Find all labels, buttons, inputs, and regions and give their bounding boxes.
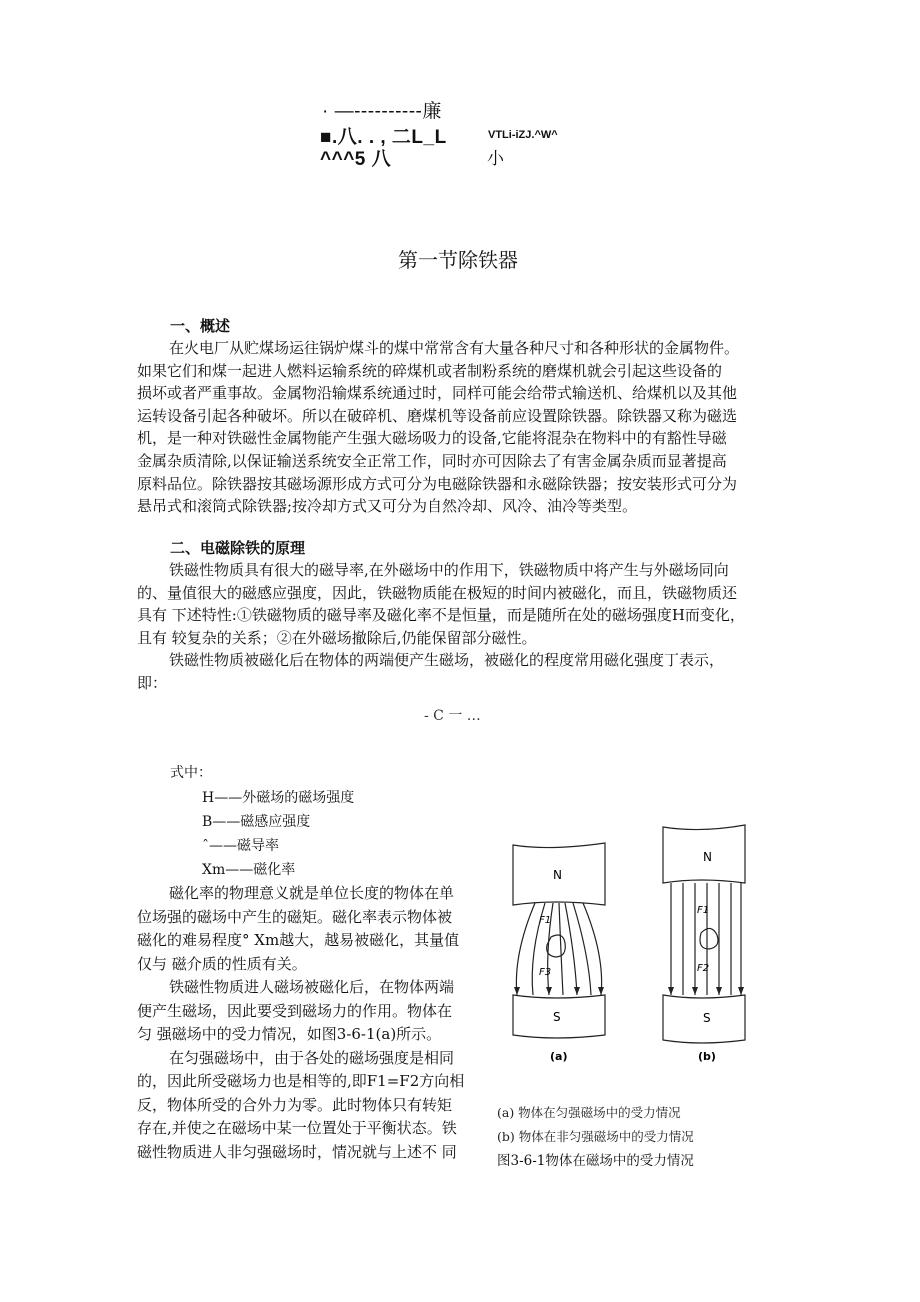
pole-label-n: N — [703, 850, 712, 864]
paragraph-line: 铁磁性物质进人磁场被磁化后，在物体两端 — [169, 978, 455, 996]
paragraph-line: 金属杂质清除,以保证输送系统安全正常工作，同时亦可因除去了有害金属杂质而显著提高 — [137, 451, 727, 470]
paragraph-line: 便产生磁场，因此要受到磁场力的作用。物体在 — [137, 1001, 453, 1020]
paragraph-line: 铁磁性物质具有很大的磁导率,在外磁场中的作用下，铁磁物质中将产生与外磁场同向 — [169, 561, 729, 579]
figure-caption: 图3-6-1物体在磁场中的受力情况 — [497, 1153, 694, 1169]
iron-object-b — [700, 928, 718, 949]
garbled-header-line2-right: VTLi-iZJ.^W^ — [488, 129, 558, 141]
paragraph-line: 具有 下述特性:①铁磁物质的磁导率及磁化率不是恒量，而是随所在处的磁场强度H而变化， — [137, 606, 745, 625]
paragraph-line: 匀 强磁场中的受力情况，如图3-6-1(a)所示。 — [137, 1025, 442, 1043]
paragraph-line: 机，是一种对铁磁性金属物能产生强大磁场吸力的设备,它能将混杂在物料中的有豁性导磁 — [137, 429, 727, 448]
paragraph-line: 的、量值很大的磁感应强度，因此，铁磁物质能在极短的时间内被磁化，而且，铁磁物质还 — [137, 583, 738, 602]
force-label: F1 — [697, 905, 710, 916]
paragraph-line: 磁性物质进人非匀强磁场时，情况就与上述不 同 — [137, 1142, 457, 1161]
formula: - C 一 … — [424, 708, 481, 724]
garbled-header-line1: · —----------廉 — [322, 101, 442, 122]
paragraph-line: 即： — [137, 673, 168, 692]
legend-item: Xm——磁化率 — [202, 862, 296, 878]
magnetic-field-figure — [495, 815, 775, 1070]
paragraph-line: 原料品位。除铁器按其磁场源形成方式可分为电磁除铁器和永磁除铁器；按安装形式可分为 — [137, 474, 738, 493]
pole-label-s: S — [553, 1010, 561, 1024]
paragraph-line: 反，物体所受的合外力为零。此时物体只有转矩 — [137, 1095, 453, 1114]
paragraph-line: 在火电厂从贮煤场运往锅炉煤斗的煤中常常含有大量各种尺寸和各种形状的金属物件。 — [169, 339, 740, 357]
paragraph-line: 磁化率的物理意义就是单位长度的物体在单 — [169, 884, 455, 902]
paragraph-line: 存在,并使之在磁场中某一位置处于平衡状态。铁 — [137, 1119, 457, 1137]
force-label: F2 — [697, 963, 710, 974]
subfigure-label-a: (a) — [550, 1050, 568, 1063]
garbled-header-line2-left: ■.八. . , 二L_L — [320, 127, 447, 148]
page-title: 第一节除铁器 — [398, 248, 518, 272]
section2-body — [137, 559, 797, 695]
left-column-body — [137, 882, 487, 1164]
caption-b: (b) 物体在非匀强磁场中的受力情况 — [497, 1129, 694, 1144]
pole-label-s: S — [703, 1011, 711, 1025]
legend-item: H——外磁场的磁场强度 — [202, 790, 355, 806]
paragraph-line: 位场强的磁场中产生的磁矩。磁化率表示物体被 — [137, 907, 453, 926]
pole-label-n: N — [553, 868, 562, 882]
paragraph-line: 损坏或者严重事故。金属物沿输煤系统通过时，同样可能会给带式输送机、给煤机以及其他 — [137, 384, 738, 403]
paragraph-line: 仅与 磁介质的性质有关。 — [137, 954, 307, 973]
paragraph-line: 在匀强磁场中，由于各处的磁场强度是相同 — [169, 1048, 455, 1067]
force-label: F1 — [539, 915, 552, 926]
paragraph-line: 铁磁性物质被磁化后在物体的两端便产生磁场，被磁化的程度常用磁化强度丁表示， — [169, 651, 725, 670]
legend-intro: 式中： — [170, 765, 212, 781]
paragraph-line: 悬吊式和滚筒式除铁器;按冷却方式又可分为自然冷却、风冷、油冷等类型。 — [137, 497, 638, 516]
caption-a: (a) 物体在匀强磁场中的受力情况 — [497, 1105, 681, 1120]
paragraph-line: 运转设备引起各种破坏。所以在破碎机、磨煤机等设备前应设置除铁器。除铁器又称为磁选 — [137, 406, 738, 425]
section1-body — [137, 337, 797, 518]
iron-object-a — [547, 935, 566, 957]
garbled-header-line3-right: 小 — [487, 149, 505, 168]
paragraph-line: 的，因此所受磁场力也是相等的,即F1=F2方向相 — [137, 1072, 465, 1090]
paragraph-line: 磁化的难易程度° Xm越大，越易被磁化，其量值 — [137, 931, 460, 949]
legend-item: B——磁感应强度 — [202, 814, 311, 830]
paragraph-line: 且有 较复杂的关系；②在外磁场撤除后,仍能保留部分磁性。 — [137, 628, 537, 647]
section-heading-overview: 一、概述 — [170, 317, 231, 335]
force-label: F3 — [539, 967, 552, 978]
paragraph-line: 如果它们和煤一起进人燃料运输系统的碎煤机或者制粉系统的磨煤机就会引起这些设备的 — [137, 361, 723, 380]
legend-item: ˆ——磁导率 — [202, 838, 279, 854]
garbled-header-line3-left: ^^^5 八 — [320, 149, 392, 170]
section-heading-principle: 二、电磁除铁的原理 — [170, 539, 306, 557]
subfigure-label-b: (b) — [698, 1050, 716, 1063]
